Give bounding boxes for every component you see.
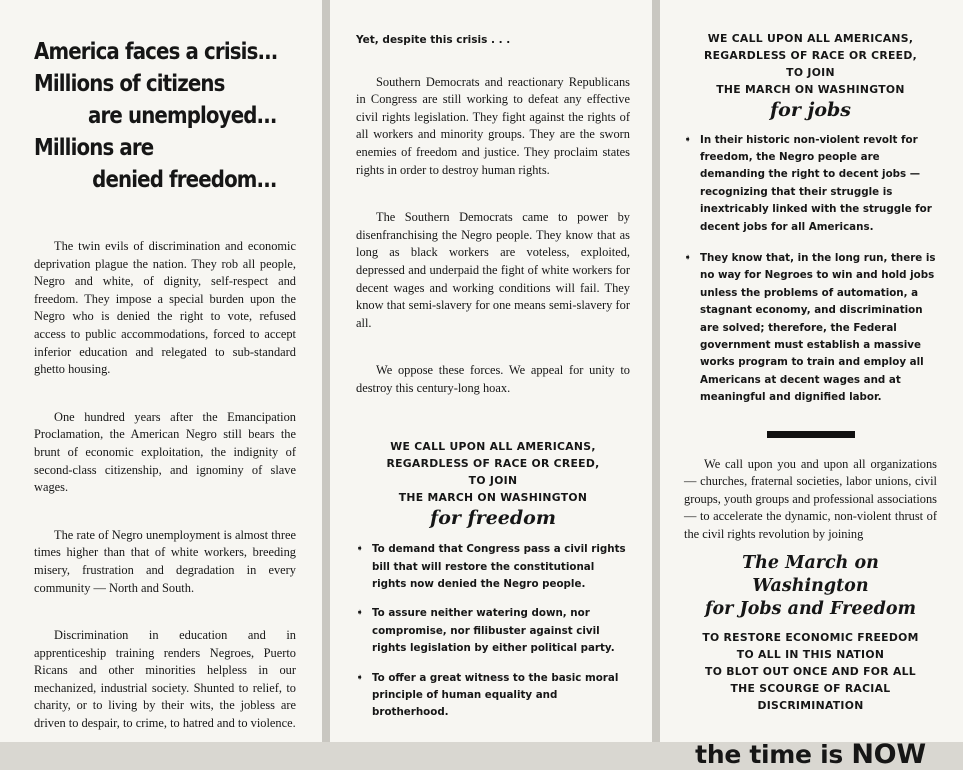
paragraph-southern-democrats: Southern Democrats and reactionary Republicans in Congress are still working to defeat any effective civil rights legislation. They fight against the rights of all workers and minority groups. They are the sworn enemies of freedom and justice. They proclaim states rights in order to destroy human rights.: [356, 74, 630, 177]
call-line: TO JOIN: [468, 473, 518, 487]
panel-left: [0, 0, 322, 742]
closing-emphasis: NOW: [851, 738, 926, 770]
headline-line-4: Millions are: [34, 135, 154, 161]
call-line: TO JOIN: [786, 66, 835, 79]
goal-line: THE SCOURGE OF RACIAL DISCRIMINATION: [730, 681, 891, 712]
fold-line-1: [322, 0, 330, 742]
march-title-line: for Jobs and Freedom: [704, 598, 917, 619]
panel-right: [660, 0, 963, 770]
bullet-text: To assure neither watering down, nor compromise, nor filibuster against civil rights legislation by either political party.: [372, 607, 615, 655]
list-item: [684, 132, 937, 236]
goal-line: TO ALL IN THIS NATION: [736, 647, 885, 661]
list-item: [684, 250, 937, 407]
paragraph-unemployment: The rate of Negro unemployment is almost three times higher than that of white workers, breeding misery, frustration and degradation in every community — North and South.: [34, 527, 296, 595]
paragraph-emancipation: One hundred years after the Emancipation Proclamation, the American Negro still bears the brunt of economic exploitation, the indignity of second-class citizenship, and ignominy of slave wages.: [34, 409, 296, 495]
fold-line-2: [652, 0, 660, 742]
call-line: WE CALL UPON ALL AMERICANS,: [390, 439, 596, 453]
goals-text: [684, 629, 937, 714]
headline-line-1: America faces a crisis...: [34, 39, 278, 65]
panel-middle: [330, 0, 652, 742]
goal-line: TO BLOT OUT ONCE AND FOR ALL: [705, 664, 916, 678]
bullet-icon: ➧: [684, 134, 692, 145]
bullet-icon: ➧: [356, 544, 364, 555]
call-line: THE MARCH ON WASHINGTON: [398, 490, 588, 504]
bullet-icon: ➧: [356, 608, 364, 619]
march-title-line: The March on Washington: [742, 552, 879, 596]
paragraph-appeal: We call upon you and upon all organizations — churches, fraternal societies, labor unions, civil groups, youth groups and professional associations — to accelerate the dynamic, non-violent thrust of the civil rights revolution by joining: [684, 456, 937, 542]
call-to-join-jobs: [684, 30, 937, 98]
freedom-bullets: [356, 541, 630, 722]
divider-bar: [767, 431, 855, 438]
call-line: REGARDLESS OF RACE OR CREED,: [386, 456, 600, 470]
bullet-text: To demand that Congress pass a civil rights bill that will restore the constitutional rights now denied the Negro people.: [372, 543, 626, 590]
bullet-text: In their historic non-violent revolt for freedom, the Negro people are demanding the right to decent jobs — recognizing that their struggle is inextricably linked with the struggle for decent jobs for all Americans.: [700, 133, 932, 233]
headline-line-5: denied freedom...: [92, 167, 277, 193]
paragraph-oppose: We oppose these forces. We appeal for unity to destroy this century-long hoax.: [356, 363, 630, 395]
headline: [34, 36, 292, 196]
headline-line-3: are unemployed...: [88, 103, 277, 129]
list-item: [356, 541, 630, 593]
closing-slogan: [684, 738, 937, 770]
for-jobs-label: for jobs: [769, 99, 851, 121]
march-title: [684, 552, 937, 621]
headline-line-2: Millions of citizens: [34, 71, 225, 97]
list-item: [356, 605, 630, 657]
bullet-icon: ➧: [684, 253, 692, 264]
bullet-text: To offer a great witness to the basic moral principle of human equality and brotherhood.: [372, 671, 619, 719]
call-to-join-freedom: [356, 438, 630, 506]
list-item: [356, 670, 630, 722]
bullet-text: They know that, in the long run, there is no way for Negroes to win and hold jobs unless the problems of automation, a stagnant economy, and discrimination are solved; therefore, the Federal government must establish a massive works program to train and employ all Americans at decent wages and at meaningful and dignified labor.: [700, 252, 936, 404]
paragraph-discrimination: Discrimination in education and in apprenticeship training renders Negroes, Puerto Ricans and other minorities helpless in our mechanized, industrial society. Shunted to relief, to charity, or to living by their wits, the jobless are driven to despair, to crime, to hatred and to violence.: [34, 628, 296, 731]
goal-line: TO RESTORE ECONOMIC FREEDOM: [702, 630, 919, 644]
call-line: WE CALL UPON ALL AMERICANS,: [707, 32, 914, 45]
closing-prefix: the time is: [695, 739, 852, 769]
bullet-icon: ➧: [356, 672, 364, 683]
jobs-bullets: [684, 132, 937, 407]
paragraph-twin-evils: The twin evils of discrimination and economic deprivation plague the nation. They rob all people, Negro and white, of dignity, self-respect and freedom. They impose a special burden upon the Negro who is denied the right to vote, refused access to public accommodations, forced to accept inferior education and relegated to sub-standard ghetto housing.: [34, 239, 296, 377]
for-freedom-label: for freedom: [430, 506, 556, 529]
call-line: REGARDLESS OF RACE OR CREED,: [703, 49, 917, 62]
paragraph-disenfranchising: The Southern Democrats came to power by disenfranchising the Negro people. They know that as long as black workers are voteless, exploited, depressed and underpaid the fight of white workers for decent wages and working conditions will fail. They know that semi-slavery for one means semi-slavery for all.: [356, 210, 630, 330]
call-line: THE MARCH ON WASHINGTON: [716, 83, 905, 96]
intro-text: Yet, despite this crisis . . .: [356, 34, 511, 46]
